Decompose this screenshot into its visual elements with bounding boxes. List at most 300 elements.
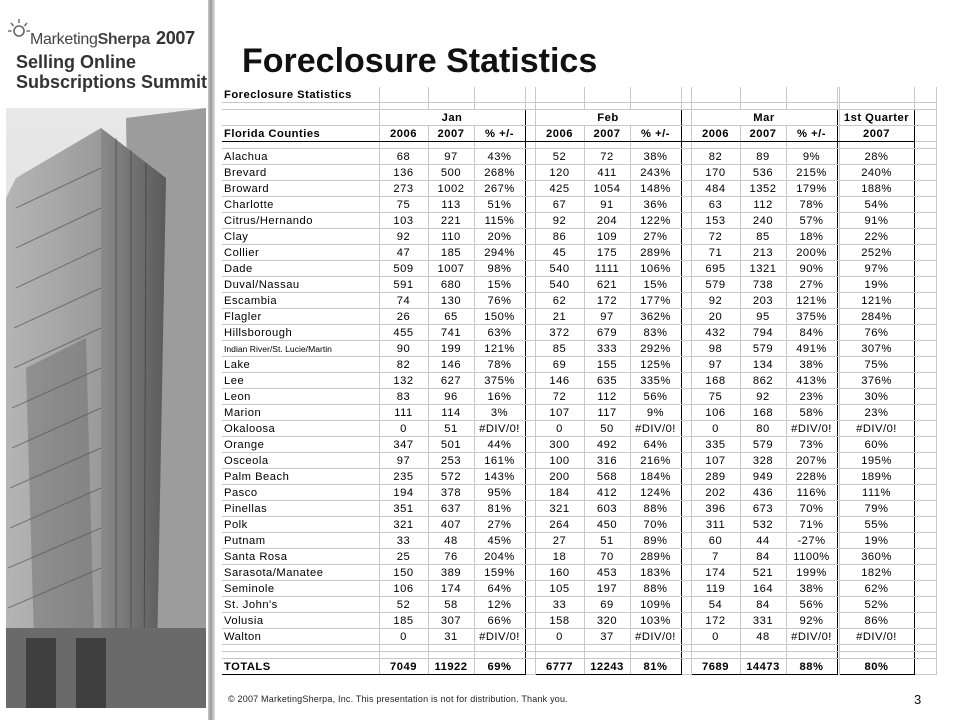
jan-pct: 95% [474, 485, 525, 501]
jan-pct: 294% [474, 245, 525, 261]
jan-2006: 68 [379, 149, 428, 165]
jan-2006: 132 [379, 373, 428, 389]
mar-2007: 14473 [740, 659, 786, 675]
jan-pct: 63% [474, 325, 525, 341]
mar-pct: 38% [786, 357, 837, 373]
feb-2007: 603 [584, 501, 630, 517]
jan-pct: 161% [474, 453, 525, 469]
jan-pct: 81% [474, 501, 525, 517]
mar-pct: 56% [786, 597, 837, 613]
feb-2007: 1111 [584, 261, 630, 277]
feb-2006: 158 [535, 613, 584, 629]
sheet-title: Foreclosure Statistics [222, 87, 379, 103]
group-header-row [222, 110, 936, 126]
county-name: Citrus/Hernando [222, 213, 379, 229]
mar-2007: 44 [740, 533, 786, 549]
spreadsheet [222, 87, 936, 675]
county-name: Broward [222, 181, 379, 197]
mar-pct: 116% [786, 485, 837, 501]
feb-2006: 540 [535, 277, 584, 293]
feb-pct: 216% [630, 453, 681, 469]
panel-edge-divider [208, 0, 215, 720]
mar-2006: 107 [691, 453, 740, 469]
q1-2007-pct: #DIV/0! [839, 629, 914, 645]
brand-year: 2007 [156, 28, 195, 48]
mar-2006: 202 [691, 485, 740, 501]
feb-2007: 621 [584, 277, 630, 293]
feb-2006: 85 [535, 341, 584, 357]
feb-2006: 540 [535, 261, 584, 277]
q1-2007-pct: #DIV/0! [839, 421, 914, 437]
mar-2006: 60 [691, 533, 740, 549]
jan-2007: 96 [428, 389, 474, 405]
table-row [222, 517, 936, 533]
jan-2006: 82 [379, 357, 428, 373]
county-name: Alachua [222, 149, 379, 165]
mar-pct: #DIV/0! [786, 421, 837, 437]
group-jan: Jan [379, 110, 525, 126]
jan-2006: 75 [379, 197, 428, 213]
q1-2007-pct: 91% [839, 213, 914, 229]
q1-2007-pct: 79% [839, 501, 914, 517]
mar-pct: 179% [786, 181, 837, 197]
jan-pct: 150% [474, 309, 525, 325]
jan-2006: 273 [379, 181, 428, 197]
feb-2007: 679 [584, 325, 630, 341]
jan-pct: 267% [474, 181, 525, 197]
county-name: Lee [222, 373, 379, 389]
brand-name [30, 28, 195, 49]
mar-2007: 240 [740, 213, 786, 229]
feb-2006: 264 [535, 517, 584, 533]
jan-pct: #DIV/0! [474, 629, 525, 645]
jan-2006: 150 [379, 565, 428, 581]
feb-pct: 177% [630, 293, 681, 309]
feb-pct: 289% [630, 549, 681, 565]
county-name: Collier [222, 245, 379, 261]
mar-2006: 170 [691, 165, 740, 181]
feb-2006: 52 [535, 149, 584, 165]
mar-2006: 20 [691, 309, 740, 325]
feb-2007: 72 [584, 149, 630, 165]
mar-2007: 168 [740, 405, 786, 421]
table-row [222, 549, 936, 565]
county-name: Putnam [222, 533, 379, 549]
mar-2007: 112 [740, 197, 786, 213]
feb-2006: 21 [535, 309, 584, 325]
jan-2007: 65 [428, 309, 474, 325]
feb-2007: 70 [584, 549, 630, 565]
jan-2007: 637 [428, 501, 474, 517]
jan-2006: 90 [379, 341, 428, 357]
jan-pct: 78% [474, 357, 525, 373]
mar-2007: 80 [740, 421, 786, 437]
mar-2006: 71 [691, 245, 740, 261]
mar-pct: 88% [786, 659, 837, 675]
jan-pct: 121% [474, 341, 525, 357]
page-number: 3 [914, 692, 922, 707]
q1-2007-pct: 52% [839, 597, 914, 613]
mar-2006: 335 [691, 437, 740, 453]
jan-2006: 194 [379, 485, 428, 501]
jan-2007: 174 [428, 581, 474, 597]
table-row [222, 373, 936, 389]
jan-2006: 136 [379, 165, 428, 181]
jan-2007: 130 [428, 293, 474, 309]
feb-2006: 372 [535, 325, 584, 341]
jan-2007: 741 [428, 325, 474, 341]
jan-pct: #DIV/0! [474, 421, 525, 437]
feb-2007: 316 [584, 453, 630, 469]
mar-pct: 84% [786, 325, 837, 341]
feb-pct: 27% [630, 229, 681, 245]
table-row [222, 181, 936, 197]
feb-pct: 64% [630, 437, 681, 453]
q1-2007-pct: 111% [839, 485, 914, 501]
mar-2007: 536 [740, 165, 786, 181]
brand-name-light: Marketing [30, 31, 98, 48]
jan-2006: 185 [379, 613, 428, 629]
feb-2006: 321 [535, 501, 584, 517]
mar-pct: 121% [786, 293, 837, 309]
q1-2007-pct: 97% [839, 261, 914, 277]
group-1st-quarter: 1st Quarter [839, 110, 914, 126]
jan-pct: 20% [474, 229, 525, 245]
mar-2006: 695 [691, 261, 740, 277]
jan-2007: 378 [428, 485, 474, 501]
col-mar-2007: 2007 [740, 126, 786, 142]
q1-2007-pct: 30% [839, 389, 914, 405]
county-name: Hillsborough [222, 325, 379, 341]
table-row [222, 469, 936, 485]
mar-2007: 92 [740, 389, 786, 405]
jan-pct: 159% [474, 565, 525, 581]
skyscraper-photo [6, 108, 206, 708]
col-jan-pct: % +/- [474, 126, 525, 142]
feb-2006: 86 [535, 229, 584, 245]
mar-pct: 228% [786, 469, 837, 485]
mar-2007: 85 [740, 229, 786, 245]
mar-pct: 57% [786, 213, 837, 229]
mar-pct: 491% [786, 341, 837, 357]
jan-2006: 97 [379, 453, 428, 469]
jan-2007: 114 [428, 405, 474, 421]
mar-2007: 89 [740, 149, 786, 165]
q1-2007-pct: 284% [839, 309, 914, 325]
feb-pct: 362% [630, 309, 681, 325]
q1-2007-pct: 307% [839, 341, 914, 357]
totals-row [222, 659, 936, 675]
mar-pct: 71% [786, 517, 837, 533]
mar-2007: 331 [740, 613, 786, 629]
mar-2007: 1321 [740, 261, 786, 277]
mar-2007: 164 [740, 581, 786, 597]
feb-2007: 97 [584, 309, 630, 325]
jan-2006: 92 [379, 229, 428, 245]
mar-pct: 9% [786, 149, 837, 165]
q1-2007-pct: 60% [839, 437, 914, 453]
mar-pct: 199% [786, 565, 837, 581]
mar-2007: 521 [740, 565, 786, 581]
table-row [222, 341, 936, 357]
county-name: Seminole [222, 581, 379, 597]
feb-2006: 18 [535, 549, 584, 565]
jan-2007: 1002 [428, 181, 474, 197]
jan-pct: 69% [474, 659, 525, 675]
table-row [222, 277, 936, 293]
county-name: Osceola [222, 453, 379, 469]
feb-2006: 107 [535, 405, 584, 421]
feb-pct: 243% [630, 165, 681, 181]
county-name: Charlotte [222, 197, 379, 213]
county-name: Volusia [222, 613, 379, 629]
jan-pct: 204% [474, 549, 525, 565]
jan-2007: 407 [428, 517, 474, 533]
q1-2007-pct: 19% [839, 533, 914, 549]
mar-pct: 215% [786, 165, 837, 181]
mar-2007: 328 [740, 453, 786, 469]
feb-2006: 0 [535, 421, 584, 437]
jan-pct: 44% [474, 437, 525, 453]
copyright-footer: © 2007 MarketingSherpa, Inc. This presentation is not for distribution. Thank you. [228, 694, 568, 704]
mar-2007: 738 [740, 277, 786, 293]
table-row [222, 421, 936, 437]
jan-pct: 375% [474, 373, 525, 389]
col-mar-2006: 2006 [691, 126, 740, 142]
jan-2007: 48 [428, 533, 474, 549]
feb-2007: 635 [584, 373, 630, 389]
mar-2006: 98 [691, 341, 740, 357]
q1-2007-pct: 121% [839, 293, 914, 309]
mar-2006: 432 [691, 325, 740, 341]
mar-2007: 203 [740, 293, 786, 309]
q1-2007-pct: 189% [839, 469, 914, 485]
jan-2007: 627 [428, 373, 474, 389]
mar-pct: 27% [786, 277, 837, 293]
feb-2007: 1054 [584, 181, 630, 197]
feb-2007: 37 [584, 629, 630, 645]
jan-pct: 16% [474, 389, 525, 405]
mar-2006: 172 [691, 613, 740, 629]
feb-pct: 184% [630, 469, 681, 485]
table-row [222, 453, 936, 469]
county-name: Okaloosa [222, 421, 379, 437]
feb-2007: 12243 [584, 659, 630, 675]
q1-2007-pct: 62% [839, 581, 914, 597]
jan-2006: 74 [379, 293, 428, 309]
jan-2007: 680 [428, 277, 474, 293]
mar-pct: 18% [786, 229, 837, 245]
mar-2006: 484 [691, 181, 740, 197]
jan-2006: 0 [379, 421, 428, 437]
table-row [222, 293, 936, 309]
col-feb-2006: 2006 [535, 126, 584, 142]
mar-2007: 673 [740, 501, 786, 517]
jan-2006: 235 [379, 469, 428, 485]
county-name: Duval/Nassau [222, 277, 379, 293]
feb-2007: 50 [584, 421, 630, 437]
mar-2007: 84 [740, 549, 786, 565]
feb-2007: 453 [584, 565, 630, 581]
table-row [222, 165, 936, 181]
feb-2006: 100 [535, 453, 584, 469]
feb-pct: 38% [630, 149, 681, 165]
feb-2006: 105 [535, 581, 584, 597]
jan-2006: 351 [379, 501, 428, 517]
feb-pct: 106% [630, 261, 681, 277]
mar-pct: 70% [786, 501, 837, 517]
column-header-row [222, 126, 936, 142]
county-name: Marion [222, 405, 379, 421]
table-row [222, 501, 936, 517]
jan-2006: 0 [379, 629, 428, 645]
jan-2007: 146 [428, 357, 474, 373]
county-name: Orange [222, 437, 379, 453]
table-row [222, 325, 936, 341]
q1-2007-pct: 23% [839, 405, 914, 421]
mar-2006: 7 [691, 549, 740, 565]
jan-2007: 110 [428, 229, 474, 245]
feb-pct: 183% [630, 565, 681, 581]
feb-pct: 56% [630, 389, 681, 405]
feb-2007: 411 [584, 165, 630, 181]
mar-2006: 0 [691, 629, 740, 645]
mar-2006: 0 [691, 421, 740, 437]
jan-pct: 66% [474, 613, 525, 629]
feb-2006: 300 [535, 437, 584, 453]
table-row [222, 581, 936, 597]
mar-pct: 1100% [786, 549, 837, 565]
county-name: Escambia [222, 293, 379, 309]
jan-2006: 509 [379, 261, 428, 277]
county-name: Pasco [222, 485, 379, 501]
mar-2007: 95 [740, 309, 786, 325]
feb-2006: 0 [535, 629, 584, 645]
county-name: Dade [222, 261, 379, 277]
feb-2006: 120 [535, 165, 584, 181]
mar-2006: 289 [691, 469, 740, 485]
mar-2006: 97 [691, 357, 740, 373]
marketingsherpa-logo [6, 14, 206, 94]
jan-2006: 7049 [379, 659, 428, 675]
page-title: Foreclosure Statistics [242, 42, 598, 80]
q1-2007-pct: 76% [839, 325, 914, 341]
county-name: Santa Rosa [222, 549, 379, 565]
jan-2006: 591 [379, 277, 428, 293]
feb-2007: 91 [584, 197, 630, 213]
feb-pct: 88% [630, 501, 681, 517]
feb-pct: 289% [630, 245, 681, 261]
mar-2006: 174 [691, 565, 740, 581]
jan-2006: 26 [379, 309, 428, 325]
jan-2007: 58 [428, 597, 474, 613]
jan-2007: 253 [428, 453, 474, 469]
table-row [222, 149, 936, 165]
feb-pct: 15% [630, 277, 681, 293]
feb-pct: 292% [630, 341, 681, 357]
table-row [222, 613, 936, 629]
table-row [222, 485, 936, 501]
skyscraper-image [6, 108, 206, 708]
mar-2006: 63 [691, 197, 740, 213]
feb-2007: 117 [584, 405, 630, 421]
feb-pct: 122% [630, 213, 681, 229]
feb-pct: #DIV/0! [630, 629, 681, 645]
mar-2007: 579 [740, 437, 786, 453]
mar-pct: -27% [786, 533, 837, 549]
jan-2006: 455 [379, 325, 428, 341]
jan-pct: 15% [474, 277, 525, 293]
mar-2006: 72 [691, 229, 740, 245]
table-row [222, 261, 936, 277]
q1-2007-pct: 55% [839, 517, 914, 533]
county-name: Palm Beach [222, 469, 379, 485]
feb-2007: 204 [584, 213, 630, 229]
table-body [222, 87, 936, 675]
feb-pct: 125% [630, 357, 681, 373]
mar-2006: 75 [691, 389, 740, 405]
group-feb: Feb [535, 110, 681, 126]
col-mar-pct: % +/- [786, 126, 837, 142]
feb-pct: 88% [630, 581, 681, 597]
feb-pct: 103% [630, 613, 681, 629]
q1-2007-pct: 188% [839, 181, 914, 197]
jan-2007: 97 [428, 149, 474, 165]
mar-pct: 375% [786, 309, 837, 325]
feb-2007: 51 [584, 533, 630, 549]
mar-2007: 1352 [740, 181, 786, 197]
feb-pct: 9% [630, 405, 681, 421]
feb-pct: 109% [630, 597, 681, 613]
feb-2007: 333 [584, 341, 630, 357]
county-name: Polk [222, 517, 379, 533]
q1-2007-pct: 22% [839, 229, 914, 245]
q1-2007-pct: 86% [839, 613, 914, 629]
mar-2006: 579 [691, 277, 740, 293]
feb-2006: 425 [535, 181, 584, 197]
feb-pct: 83% [630, 325, 681, 341]
feb-2006: 33 [535, 597, 584, 613]
table-row [222, 405, 936, 421]
q1-2007-pct: 80% [839, 659, 914, 675]
mar-pct: 90% [786, 261, 837, 277]
feb-2007: 492 [584, 437, 630, 453]
jan-2007: 501 [428, 437, 474, 453]
mar-pct: 38% [786, 581, 837, 597]
mar-2007: 862 [740, 373, 786, 389]
col-q1-2007: 2007 [839, 126, 914, 142]
feb-2007: 320 [584, 613, 630, 629]
feb-pct: 148% [630, 181, 681, 197]
jan-pct: 98% [474, 261, 525, 277]
jan-2007: 307 [428, 613, 474, 629]
jan-2007: 500 [428, 165, 474, 181]
mar-2007: 579 [740, 341, 786, 357]
q1-2007-pct: 28% [839, 149, 914, 165]
jan-2006: 103 [379, 213, 428, 229]
totals-label: TOTALS [222, 659, 379, 675]
feb-2006: 92 [535, 213, 584, 229]
jan-2007: 51 [428, 421, 474, 437]
table-row [222, 229, 936, 245]
table-row [222, 197, 936, 213]
county-name: Clay [222, 229, 379, 245]
jan-pct: 115% [474, 213, 525, 229]
feb-2006: 45 [535, 245, 584, 261]
feb-2007: 172 [584, 293, 630, 309]
col-feb-pct: % +/- [630, 126, 681, 142]
left-panel [0, 0, 215, 720]
